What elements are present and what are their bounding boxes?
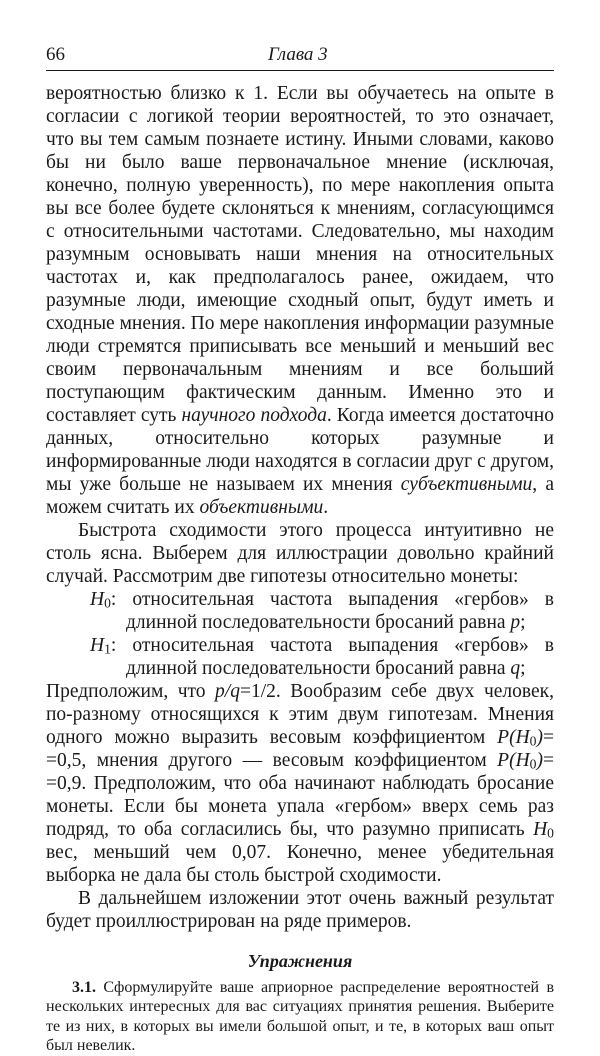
main-text — [46, 82, 554, 1056]
header-rule — [46, 70, 554, 71]
running-title: Глава 3 — [268, 44, 328, 65]
exercise-number: 3.1. — [72, 979, 96, 996]
hypothesis-h1: $H_1$: относительная частота выпадения «гербов» в длинной последовательности бросаний равна q; — [90, 635, 554, 679]
emphasis-objective: объективными — [199, 497, 324, 518]
hypothesis-h0: $H_0$: относительная частота выпадения «гербов» в длинной последовательности бросаний равна p; — [90, 589, 554, 633]
emphasis-scientific-approach: научного подхода — [181, 405, 327, 426]
paragraph-4: В дальнейшем изложении этот очень важный результат будет проиллюстрирован на ряде примеров. — [46, 888, 554, 932]
exercise-3-1: 3.1. Сформулируйте ваше априорное распределение вероятностей в нескольких интересных для вас ситуациях принятия решения. Выберите те из них, в которых вы имели большой опыт, и те, в которых ваш опыт был невелик. — [46, 979, 554, 1055]
paragraph-1: вероятностью близко к 1. Если вы обучаетесь на опыте в согласии с логикой теории вероятностей, то это означает, что вы тем самым познаете истину. Иными словами, каково бы ни было ваше первоначальное мнение (исключая, конечно, полную уверенность), по мере накопления опыта вы все более будете склоняться к мнениям, согласующимся с относительными частотами. Следовательно, мы находим разумным основывать наши мнения на относительных частотах и, как предполагалось ранее, ожидаем, что разумные люди, имеющие сходный опыт, будут иметь и сходные мнения. По мере накопления информации разумные люди стремятся приписывать все меньший и меньший вес своим первоначальным мнениям и все больший поступающим фактическим данным. Именно это и составляет суть научного подхода. Когда имеется достаточно данных, относительно которых разумные и информированные люди находятся в согласии друг с другом, мы уже больше не называем их мнения субъективными, а можем считать их объективными. — [46, 83, 555, 518]
page-header — [46, 44, 554, 68]
paragraph-3: Предположим, что p/q=1/2. Вообразим себе двух человек, по-разному относящихся к этим двум гипотезам. Мнения одного можно выразить весовым коэффициентом $P(H_0)= =0,5$, мнения другого — весовым коэффициентом $P(H_0)= =0,9$. Предположим, что оба начинают наблюдать бросание монеты. Если бы монета упала «гербом» вверх семь раз подряд, то оба согласились бы, что разумно приписать $H_0$ вес, меньший чем 0,07. Конечно, менее убедительная выборка не дала бы столь быстрой сходимости. — [46, 681, 554, 886]
page-number: 66 — [46, 44, 65, 65]
exercises-title: Упражнения — [247, 951, 353, 971]
emphasis-subjective: субъективными — [400, 474, 533, 495]
paragraph-2: Быстрота сходимости этого процесса интуитивно не столь ясна. Выберем для иллюстрации довольно крайний случай. Рассмотрим две гипотезы относительно монеты: — [46, 520, 554, 587]
